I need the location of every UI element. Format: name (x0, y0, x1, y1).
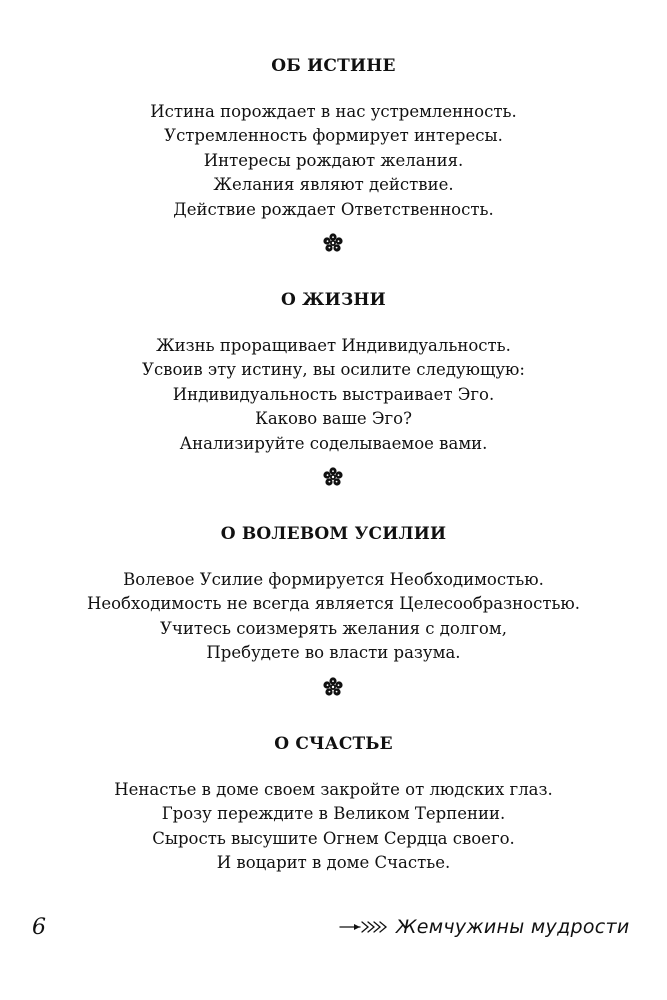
section-text (0, 568, 667, 666)
section-title: ОБ ИСТИНЕ (271, 56, 396, 76)
flower-ornament-icon (322, 466, 344, 488)
text-line: Ненастье в доме своем закройте от людских глаз. (114, 780, 553, 799)
text-line: Учитесь соизмерять желания с долгом, (160, 618, 507, 638)
section-o-zhizni (0, 288, 667, 456)
section-title: О ЖИЗНИ (281, 290, 386, 310)
text-line: И воцарит в доме Счастье. (216, 853, 451, 873)
text-line: Каково ваше Эго? (255, 409, 412, 429)
section-title: О ВОЛЕВОМ УСИЛИИ (220, 524, 447, 544)
arrow-flourish-icon (338, 919, 388, 935)
text-line: Действие рождает Ответственность. (173, 199, 494, 219)
text-line: Устремленность формирует интересы. (164, 126, 503, 146)
text-line: Анализируйте соделываемое вами. (179, 433, 488, 453)
section-text (0, 100, 667, 222)
section-ob-istine (0, 54, 667, 222)
text-line: Индивидуальность выстраивает Эго. (172, 384, 495, 404)
section-o-volevom-usilii (0, 522, 667, 666)
text-line: Интересы рождают желания. (203, 150, 464, 170)
flower-ornament-icon (322, 676, 344, 698)
text-line: Необходимость не всегда является Целесообразностью. (86, 594, 581, 614)
section-text (0, 334, 667, 456)
text-line: Истина порождает в нас устремленность. (150, 102, 517, 121)
text-line: Грозу переждите в Великом Терпении. (161, 804, 506, 824)
text-line: Волевое Усилие формируется Необходимостью. (123, 570, 544, 589)
text-line: Жизнь проращивает Индивидуальность. (156, 336, 511, 355)
book-title: Жемчужины мудрости (396, 916, 630, 938)
text-line: Усвоив эту истину, вы осилите следующую: (142, 360, 525, 380)
section-title: О СЧАСТЬЕ (274, 734, 393, 754)
section-text (0, 778, 667, 876)
text-line: Сырость высушите Огнем Сердца своего. (152, 828, 515, 848)
page-number: 6 (32, 915, 46, 940)
section-o-schastye (0, 732, 667, 876)
text-line: Пребудете во власти разума. (206, 643, 461, 663)
flower-ornament-icon (322, 232, 344, 254)
text-line: Желания являют действие. (213, 175, 454, 195)
running-footer (338, 912, 630, 942)
